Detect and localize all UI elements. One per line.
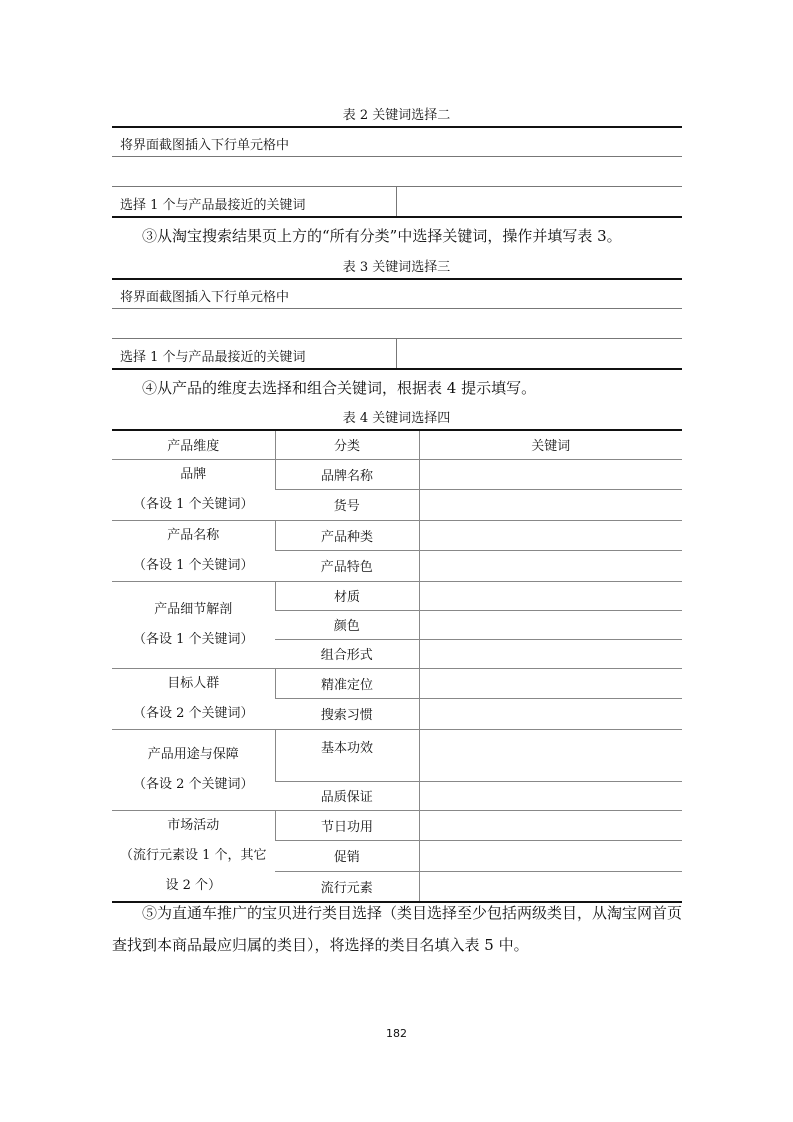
table-row — [112, 581, 682, 610]
category-cell: 颜色 — [275, 610, 419, 639]
keyword-input-cell[interactable] — [419, 781, 682, 810]
table-row — [112, 459, 682, 490]
dimension-title: 品牌 — [180, 466, 207, 482]
category-cell: 品质保证 — [275, 781, 419, 810]
category-cell: 基本功效 — [275, 729, 419, 781]
category-cell: 货号 — [275, 490, 419, 521]
dimension-note: （各设 1 个关键词） — [132, 496, 254, 512]
table2-select-label: 选择 1 个与产品最接近的关键词 — [120, 198, 306, 213]
step5-text: ⑤为直通车推广的宝贝进行类目选择（类目选择至少包括两级类目，从淘宝网首页查找到本商品最应归属的类目），将选择的类目名填入表 5 中。 — [112, 904, 683, 954]
header-dimension: 产品维度 — [112, 430, 275, 459]
table2-instruction: 将界面截图插入下行单元格中 — [120, 138, 290, 153]
dimension-note-continued: 设 2 个） — [165, 877, 222, 893]
table3-caption: 表 3 关键词选择三 — [342, 260, 451, 275]
category-cell: 组合形式 — [275, 639, 419, 668]
dimension-note: （各设 1 个关键词） — [132, 631, 254, 647]
header-category: 分类 — [275, 430, 419, 459]
category-cell: 产品种类 — [275, 520, 419, 551]
table-rule — [112, 126, 682, 128]
step5-paragraph — [112, 897, 684, 961]
category-cell: 搜索习惯 — [275, 699, 419, 730]
dimension-title: 目标人群 — [167, 675, 220, 691]
dimension-cell — [112, 729, 275, 810]
category-cell: 促销 — [275, 841, 419, 872]
dimension-title: 产品名称 — [167, 527, 220, 543]
table3-select-label: 选择 1 个与产品最接近的关键词 — [120, 350, 306, 365]
dimension-cell — [112, 810, 275, 902]
table4-keyword-table — [112, 429, 682, 903]
table-rule — [112, 338, 682, 339]
keyword-input-cell[interactable] — [419, 610, 682, 639]
keyword-input-cell[interactable] — [419, 699, 682, 730]
table-row — [112, 729, 682, 781]
table-header-row — [112, 430, 682, 459]
table-row — [112, 810, 682, 841]
category-cell: 材质 — [275, 581, 419, 610]
category-cell: 产品特色 — [275, 551, 419, 582]
dimension-title: 产品用途与保障 — [147, 746, 239, 762]
keyword-input-cell[interactable] — [419, 841, 682, 872]
keyword-input-cell[interactable] — [419, 729, 682, 781]
table-rule — [112, 368, 682, 370]
cell-divider — [396, 186, 397, 216]
step4-paragraph — [112, 372, 684, 404]
keyword-input-cell[interactable] — [419, 520, 682, 551]
table2-caption: 表 2 关键词选择二 — [342, 108, 451, 123]
header-keyword: 关键词 — [419, 430, 682, 459]
category-cell: 品牌名称 — [275, 459, 419, 490]
dimension-cell — [112, 459, 275, 520]
category-cell: 流行元素 — [275, 871, 419, 902]
table-rule — [112, 186, 682, 187]
table-rule — [112, 216, 682, 218]
keyword-input-cell[interactable] — [419, 581, 682, 610]
category-cell: 精准定位 — [275, 668, 419, 699]
cell-divider — [396, 338, 397, 368]
dimension-title: 产品细节解剖 — [154, 601, 233, 617]
dimension-note: （各设 2 个关键词） — [132, 776, 254, 792]
table-rule — [112, 308, 682, 309]
table4-caption: 表 4 关键词选择四 — [342, 411, 451, 426]
dimension-note: （各设 1 个关键词） — [132, 557, 254, 573]
category-cell: 节日功用 — [275, 810, 419, 841]
table3-instruction: 将界面截图插入下行单元格中 — [120, 290, 290, 305]
dimension-cell — [112, 581, 275, 668]
keyword-input-cell[interactable] — [419, 668, 682, 699]
keyword-input-cell[interactable] — [419, 490, 682, 521]
keyword-input-cell[interactable] — [419, 639, 682, 668]
page-number: 182 — [386, 1027, 407, 1040]
table-row — [112, 520, 682, 551]
dimension-cell — [112, 668, 275, 729]
dimension-title: 市场活动 — [167, 817, 220, 833]
keyword-input-cell[interactable] — [419, 459, 682, 490]
dimension-note: （各设 2 个关键词） — [132, 705, 254, 721]
step4-text: ④从产品的维度去选择和组合关键词，根据表 4 提示填写。 — [142, 379, 537, 397]
keyword-input-cell[interactable] — [419, 551, 682, 582]
table-row — [112, 668, 682, 699]
table-rule — [112, 278, 682, 280]
step3-paragraph — [112, 220, 684, 252]
dimension-note: （流行元素设 1 个，其它 — [119, 847, 267, 863]
table3 — [112, 278, 682, 370]
dimension-cell — [112, 520, 275, 581]
keyword-input-cell[interactable] — [419, 810, 682, 841]
step3-text: ③从淘宝搜索结果页上方的“所有分类”中选择关键词，操作并填写表 3。 — [142, 227, 622, 245]
table-rule — [112, 156, 682, 157]
table2 — [112, 126, 682, 218]
